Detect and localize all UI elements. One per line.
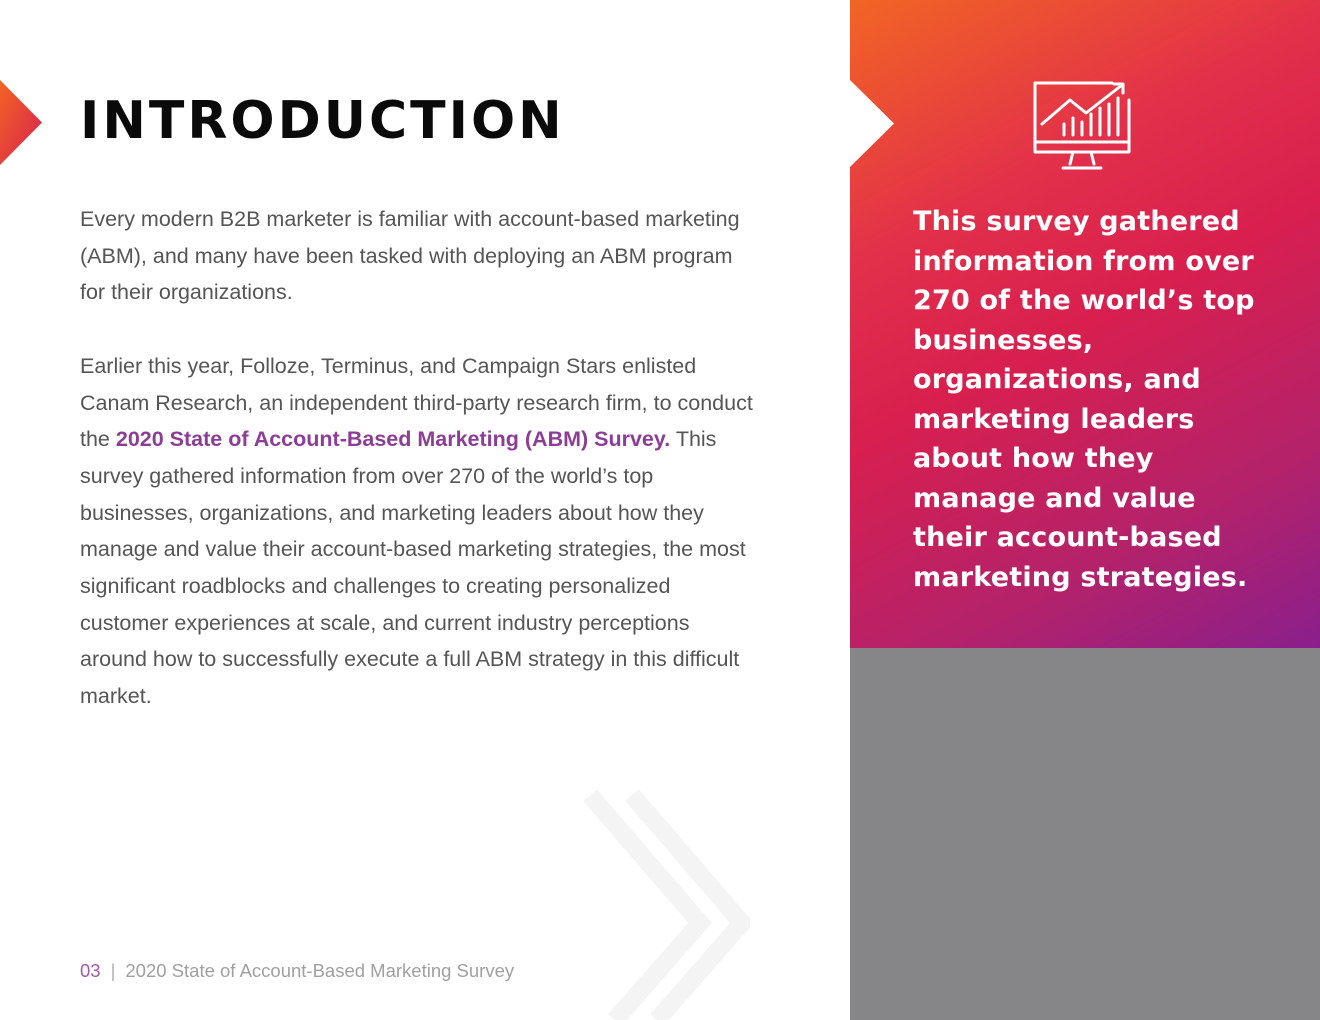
page-title: INTRODUCTION	[80, 91, 565, 151]
paragraph-2-lead: Earlier this year, Folloze, Terminus, and Campaign Stars enlisted Canam Research, an independent third-party research firm, to conduct the	[80, 353, 753, 452]
decorative-chevrons	[580, 790, 750, 1020]
panel-notch	[850, 80, 894, 167]
paragraph-2	[80, 348, 760, 715]
page-number: 03	[80, 960, 101, 981]
body-text	[80, 201, 760, 752]
gray-panel	[850, 648, 1320, 1020]
paragraph-1: Every modern B2B marketer is familiar with account-based marketing (ABM), and many have been tasked with deploying an ABM program for their organizations.	[80, 207, 740, 305]
section-arrow-marker	[0, 80, 42, 165]
footer-separator: |	[110, 960, 116, 981]
callout-panel	[850, 0, 1320, 648]
paragraph-2-rest: This survey gathered information from over 270 of the world’s top businesses, organizations, and marketing leaders about how they manage and value their account-based marketing strategies, the most significant roadblocks and challenges to creating personalized customer experiences at scale, and current industry perceptions around how to successfully execute a full ABM strategy in this difficult market.	[80, 427, 746, 709]
page-footer	[80, 958, 514, 984]
chart-monitor-icon	[1032, 80, 1132, 172]
survey-name-highlight: 2020 State of Account-Based Marketing (ABM) Survey.	[115, 427, 671, 452]
footer-doc-title: 2020 State of Account-Based Marketing Survey	[125, 960, 515, 981]
callout-quote: This survey gathered information from over 270 of the world’s top businesses, organizations, and marketing leaders about how they manage and value their account-based marketing strategies.	[913, 206, 1255, 593]
